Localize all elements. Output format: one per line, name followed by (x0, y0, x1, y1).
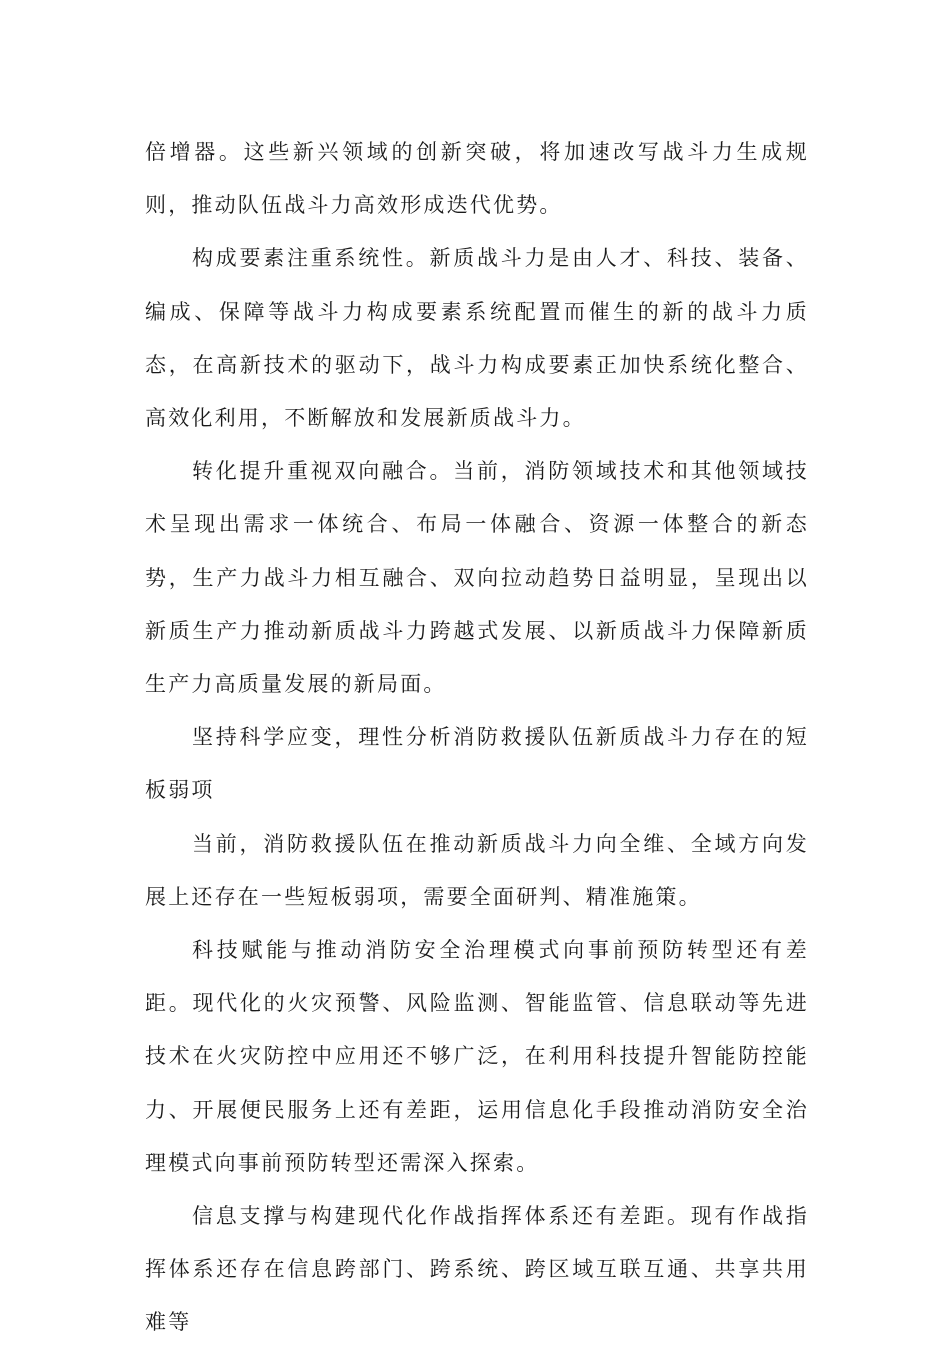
paragraph-1: 倍增器。这些新兴领域的创新突破，将加速改写战斗力生成规则，推动队伍战斗力高效形成迭代优势。 (145, 140, 809, 218)
paragraph-3: 转化提升重视双向融合。当前，消防领域技术和其他领域技术呈现出需求一体统合、布局一体融合、资源一体整合的新态势，生产力战斗力相互融合、双向拉动趋势日益明显，呈现出以新质生产力推动新质战斗力跨越式发展、以新质战斗力保障新质生产力高质量发展的新局面。 (145, 459, 809, 697)
section-heading: 坚持科学应变，理性分析消防救援队伍新质战斗力存在的短板弱项 (145, 725, 809, 803)
paragraph-2: 构成要素注重系统性。新质战斗力是由人才、科技、装备、编成、保障等战斗力构成要素系统配置而催生的新的战斗力质态，在高新技术的驱动下，战斗力构成要素正加快系统化整合、高效化利用，不断解放和发展新质战斗力。 (145, 246, 809, 431)
paragraph-6: 科技赋能与推动消防安全治理模式向事前预防转型还有差距。现代化的火灾预警、风险监测、智能监管、信息联动等先进技术在火灾防控中应用还不够广泛，在利用科技提升智能防控能力、开展便民服务上还有差距，运用信息化手段推动消防安全治理模式向事前预防转型还需深入探索。 (145, 938, 809, 1175)
paragraph-5: 当前，消防救援队伍在推动新质战斗力向全维、全域方向发展上还存在一些短板弱项，需要全面研判、精准施策。 (145, 831, 809, 909)
paragraph-7: 信息支撑与构建现代化作战指挥体系还有差距。现有作战指挥体系还存在信息跨部门、跨系统、跨区域互联互通、共享共用难等 (145, 1204, 809, 1335)
document-body (145, 126, 809, 1350)
